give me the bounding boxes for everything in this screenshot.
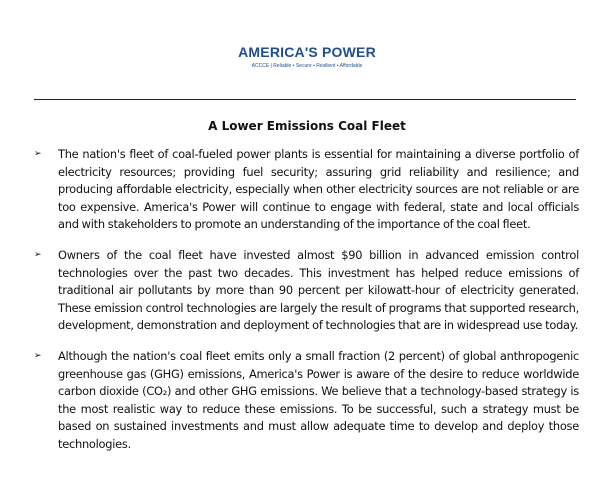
header-divider [34, 99, 576, 100]
arrow-bullet-icon: ➢ [34, 249, 42, 260]
logo-name: AMERICA'S POWER [238, 44, 376, 60]
bullet-text: Owners of the coal fleet have invested almost $90 billion in advanced emission control technologies over the past two decades. This investment has helped reduce emissions of traditional air pollutants by more than 90 percent per kilowatt-hour of electricity generated. These emission control technologies are largely the result of programs that supported research, development, demonstration and deployment of technologies that are in widespread use today. [58, 247, 579, 333]
logo-tagline: ACCCE | Reliable • Secure • Resilient • Affordable [251, 63, 363, 69]
arrow-bullet-icon: ➢ [34, 149, 42, 159]
bullet-text: The nation's fleet of coal-fueled power plants is essential for maintaining a diverse portfolio of electricity resources; providing fuel security; assuring grid reliability and resilience; and producing affordable electricity, especially when other electricity sources are not reliable or are too expensive. America's Power will continue to engage with federal, state and local officials and with stakeholders to promote an understanding of the importance of the coal fleet. [58, 147, 579, 232]
bullet-item [34, 146, 579, 234]
bullet-text: Although the nation's coal fleet emits only a small fraction (2 percent) of global anthropogenic greenhouse gas (GHG) emissions, America's Power is aware of the desire to reduce worldwide carbon dioxide (CO₂) and other GHG emissions. We believe that a technology-based strategy is the most realistic way to reduce these emissions. To be successful, such a strategy must be based on sustained investments and must allow adequate time to develop and deploy those technologies. [58, 348, 579, 451]
bullet-item [34, 348, 579, 454]
bullet-list [34, 146, 579, 467]
arrow-bullet-icon: ➢ [34, 350, 42, 361]
document-title: A Lower Emissions Coal Fleet [208, 119, 406, 133]
bullet-item [34, 247, 579, 335]
americas-power-logo [0, 44, 614, 70]
